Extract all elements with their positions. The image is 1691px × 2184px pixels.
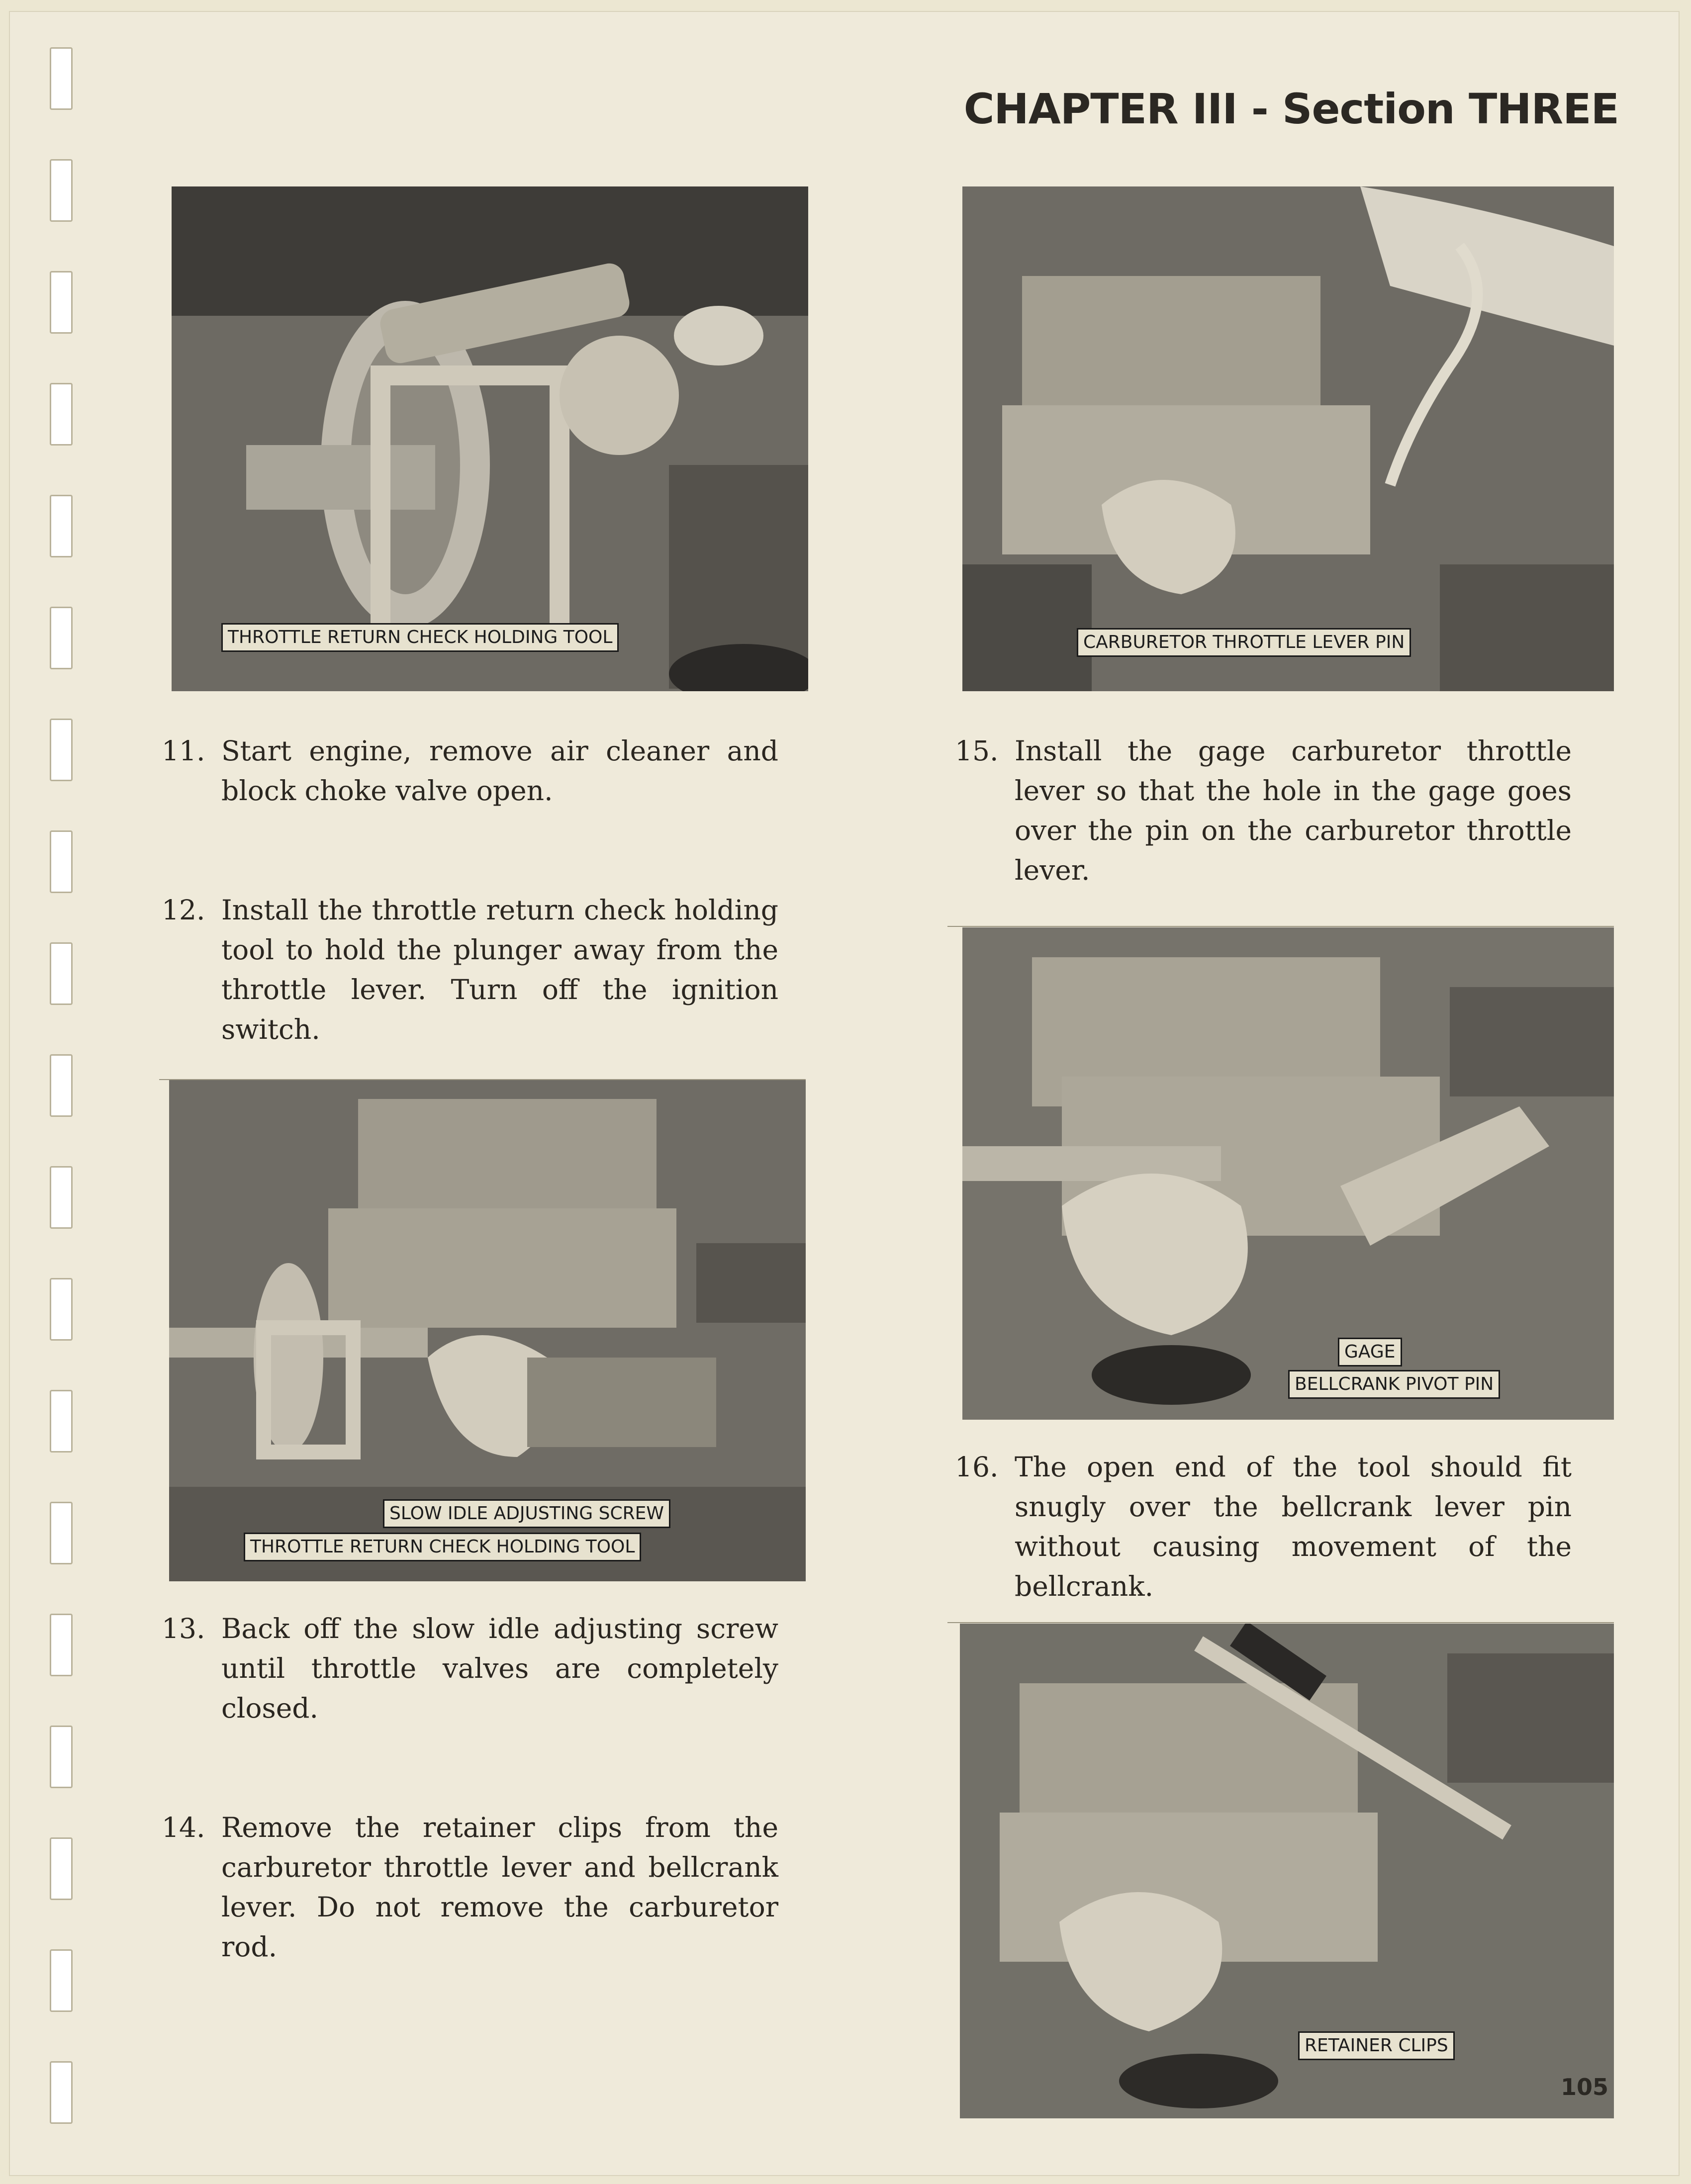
- binding-hole: [50, 942, 73, 1005]
- binding-hole: [50, 383, 73, 446]
- binding-hole: [50, 1054, 73, 1117]
- binding-hole: [50, 159, 73, 222]
- callout-label: THROTTLE RETURN CHECK HOLDING TOOL: [244, 1533, 641, 1561]
- binding-hole: [50, 1166, 73, 1229]
- step-number: 16.: [955, 1451, 999, 1483]
- figure-retainer-clips: [960, 1624, 1614, 2118]
- step-number: 15.: [955, 735, 999, 767]
- figure-carburetor-throttle-lever-pin: [962, 186, 1614, 691]
- step-text: Install the throttle return check holding tool to hold the plunger away from the throttle lever. Turn off the ignition switch.: [221, 894, 778, 1045]
- step-number: 13.: [162, 1613, 205, 1644]
- step-number: 14.: [162, 1812, 205, 1843]
- binding-hole: [50, 719, 73, 781]
- step-number: 12.: [162, 894, 205, 926]
- photo-carburetor-gage-icon: [962, 186, 1614, 691]
- binding-hole: [50, 1390, 73, 1453]
- binding-hole: [50, 830, 73, 893]
- step-number: 11.: [162, 735, 205, 767]
- binding-hole: [50, 495, 73, 557]
- page-number: 105: [1561, 2074, 1609, 2100]
- callout-label: THROTTLE RETURN CHECK HOLDING TOOL: [221, 623, 619, 652]
- callout-label: GAGE: [1338, 1338, 1402, 1366]
- binding-hole: [50, 1726, 73, 1788]
- binding-hole: [50, 271, 73, 334]
- binding-hole: [50, 1278, 73, 1341]
- figure-throttle-return-check-tool: [172, 186, 808, 691]
- divider: [947, 926, 1614, 927]
- binding-hole: [50, 1614, 73, 1676]
- photo-bellcrank-icon: [962, 927, 1614, 1420]
- chapter-heading: CHAPTER III - Section THREE: [963, 85, 1619, 133]
- step-text: Remove the retainer clips from the carburetor throttle lever and bellcrank lever. Do not remove the carburetor rod.: [221, 1812, 778, 1963]
- callout-label: BELLCRANK PIVOT PIN: [1288, 1370, 1500, 1399]
- binding-hole: [50, 1949, 73, 2012]
- figure-slow-idle-screw: [169, 1079, 806, 1581]
- callout-label: SLOW IDLE ADJUSTING SCREW: [383, 1499, 670, 1528]
- photo-engine-icon: [172, 186, 808, 691]
- step-text: The open end of the tool should fit snugly over the bellcrank lever pin without causing movement of the bellcrank.: [1015, 1451, 1572, 1602]
- step-text: Back off the slow idle adjusting screw until throttle valves are completely closed.: [221, 1613, 778, 1724]
- binding-hole: [50, 1502, 73, 1564]
- divider: [159, 1079, 806, 1080]
- step-text: Start engine, remove air cleaner and block choke valve open.: [221, 735, 778, 807]
- binding-hole: [50, 1837, 73, 1900]
- photo-retainer-clips-icon: [960, 1624, 1614, 2118]
- callout-label: CARBURETOR THROTTLE LEVER PIN: [1077, 628, 1411, 657]
- callout-label: RETAINER CLIPS: [1298, 2031, 1455, 2060]
- binding-hole: [50, 2061, 73, 2124]
- binding-hole: [50, 607, 73, 669]
- divider: [947, 1622, 1614, 1623]
- figure-gage-bellcrank: [962, 927, 1614, 1420]
- binding-hole: [50, 47, 73, 110]
- step-text: Install the gage carburetor throttle lever so that the hole in the gage goes over the pin on the carburetor throttle lever.: [1015, 735, 1572, 886]
